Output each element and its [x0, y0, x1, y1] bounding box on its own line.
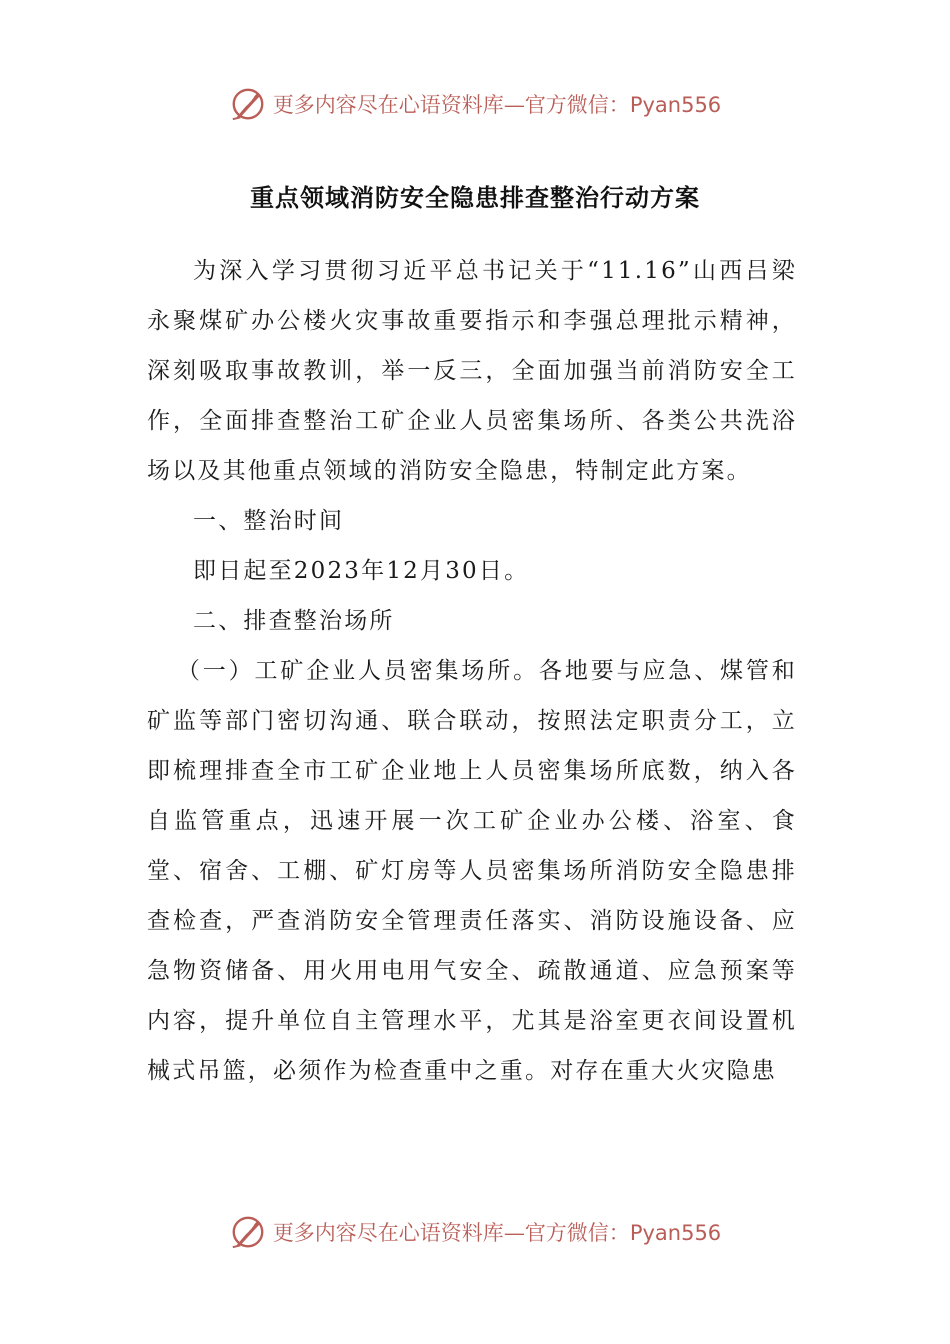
paragraph-intro: 为深入学习贯彻习近平总书记关于“11.16”山西吕梁永聚煤矿办公楼火灾事故重要指示和李强总理批示精神，深刻吸取事故教训，举一反三，全面加强当前消防安全工作，全面排查整治工矿企业人员密集场所、各类公共洗浴场以及其他重点领域的消防安全隐患，特制定此方案。: [147, 258, 797, 484]
heading-section-2: 二、排查整治场所: [193, 608, 395, 634]
paragraph-section-1: 即日起至2023年12月30日。: [193, 558, 530, 584]
watermark-text: 更多内容尽在心语资料库—官方微信：Pyan556: [272, 93, 722, 117]
quill-pen-logo-icon: [229, 85, 267, 123]
header-watermark: [0, 82, 950, 126]
quill-pen-logo-icon: [229, 1213, 267, 1251]
document-title: 重点领域消防安全隐患排查整治行动方案: [250, 184, 700, 212]
watermark-text: 更多内容尽在心语资料库—官方微信：Pyan556: [272, 1221, 722, 1245]
heading-section-1: 一、整治时间: [193, 508, 345, 534]
footer-watermark: [0, 1210, 950, 1254]
paragraph-section-2-1: （一）工矿企业人员密集场所。各地要与应急、煤管和矿监等部门密切沟通、联合联动，按照法定职责分工，立即梳理排查全市工矿企业地上人员密集场所底数，纳入各自监管重点，迅速开展一次工矿企业办公楼、浴室、食堂、宿舍、工棚、矿灯房等人员密集场所消防安全隐患排查检查，严查消防安全管理责任落实、消防设施设备、应急物资储备、用火用电用气安全、疏散通道、应急预案等内容，提升单位自主管理水平，尤其是浴室更衣间设置机械式吊篮，必须作为检查重中之重。对存在重大火灾隐患: [147, 658, 797, 1084]
document-body: [147, 246, 797, 1096]
